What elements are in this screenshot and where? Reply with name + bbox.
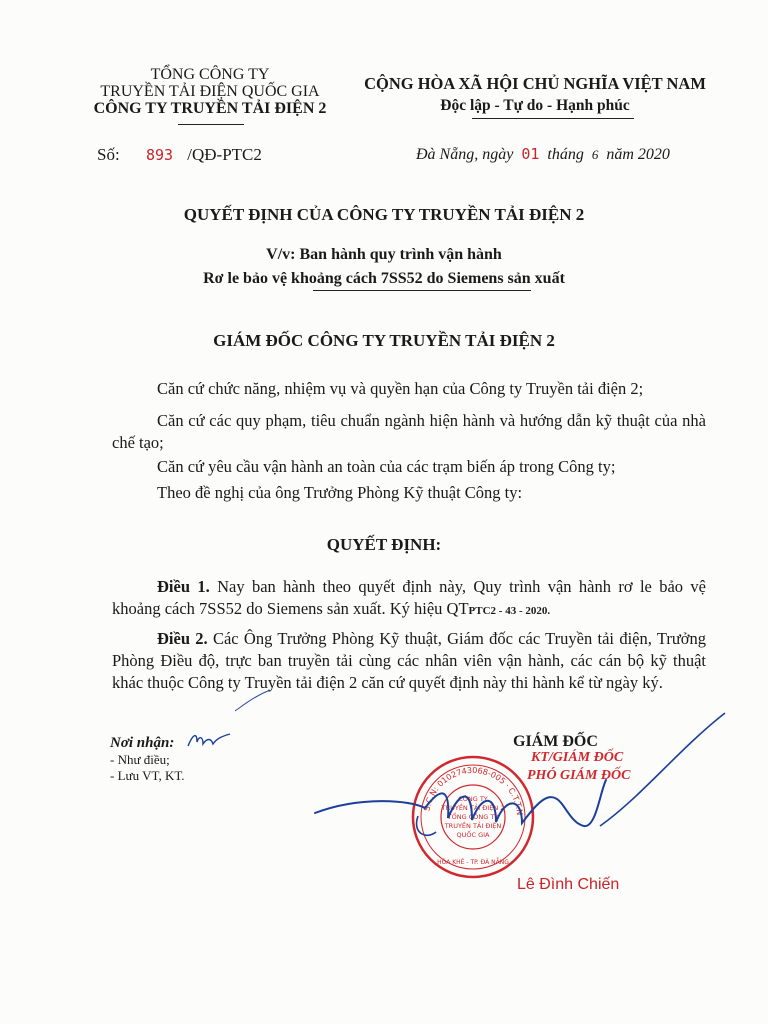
- org-line-3: CÔNG TY TRUYỀN TẢI ĐIỆN 2: [93, 100, 327, 117]
- date-year: năm 2020: [606, 146, 670, 163]
- article-2-text: Các Ông Trưởng Phòng Kỹ thuật, Giám đốc các Truyền tải điện, Trưởng Phòng Điều độ, trực ban truyền tải cùng các nhân viên vận hành, các cán bộ kỹ thuật khác thuộc Công ty Truyền tải điện 2 căn cứ quyết định này thi hành kể từ ngày ký.: [112, 629, 707, 692]
- stamp-kt-line: KT/GIÁM ĐỐC: [531, 750, 624, 765]
- signer-name: Lê Đình Chiến: [517, 876, 620, 893]
- initials-signature-icon: [185, 728, 235, 754]
- date-place: Đà Nẵng, ngày: [416, 146, 514, 163]
- subject-line-2: Rơ le bảo vệ khoảng cách 7SS52 do Siemens sản xuất: [203, 270, 565, 287]
- recipients: [110, 735, 185, 784]
- recipient-item: - Như điều;: [110, 752, 170, 767]
- recipient-item: - Lưu VT, KT.: [110, 768, 185, 783]
- seal-center-4: TRUYỀN TẢI ĐIỆN: [444, 822, 502, 830]
- article-2: [112, 628, 706, 694]
- stamp-deputy-line: PHÓ GIÁM ĐỐC: [527, 768, 631, 783]
- date-month-label: tháng: [547, 146, 584, 163]
- seal-center-3: TỔNG CÔNG TY: [447, 813, 499, 821]
- ground-4: Theo đề nghị của ông Trưởng Phòng Kỹ thuật Công ty:: [157, 483, 523, 502]
- decision-title: QUYẾT ĐỊNH CỦA CÔNG TY TRUYỀN TẢI ĐIỆN 2: [183, 205, 585, 224]
- national-header: [345, 73, 725, 117]
- org-line-1: TỔNG CÔNG TY: [150, 66, 270, 83]
- document-number: [97, 145, 262, 165]
- article-1-text: Nay ban hành theo quyết định này, Quy trình vận hành rơ le bảo vệ khoảng cách 7SS52 do Siemens sản xuất. Ký hiệu QT: [112, 577, 706, 618]
- org-line-2: TRUYỀN TẢI ĐIỆN QUỐC GIA: [100, 83, 320, 100]
- date-day: 01: [521, 145, 540, 163]
- signature-title: GIÁM ĐỐC: [513, 733, 598, 750]
- seal-center-1: CÔNG TY: [458, 795, 488, 803]
- issuing-organization: [80, 66, 340, 117]
- director-signature-icon: [300, 708, 740, 878]
- seal-bottom-text: HÒA KHÊ - TP. ĐÀ NẴNG: [437, 859, 509, 866]
- motto-underline: [472, 118, 634, 119]
- article-1-code: PTC2 - 43 - 2020.: [468, 605, 551, 617]
- subject-underline: [313, 290, 531, 291]
- ground-1: Căn cứ chức năng, nhiệm vụ và quyền hạn của Công ty Truyền tải điện 2;: [157, 379, 644, 398]
- org-underline: [178, 124, 244, 125]
- motto: Độc lập - Tự do - Hạnh phúc: [440, 97, 630, 114]
- ground-3: Căn cứ yêu cầu vận hành an toàn của các trạm biến áp trong Công ty;: [157, 457, 616, 476]
- doc-number-label: Số:: [97, 145, 120, 164]
- seal-ring-text: S.C.N: 0102743068-005 · C.T.T.N: [422, 765, 525, 816]
- article-1-label: Điều 1.: [157, 577, 210, 596]
- seal-center-2: TRUYỀN TẢI ĐIỆN 2: [441, 804, 505, 812]
- article-2-label: Điều 2.: [157, 629, 208, 648]
- decide-heading: QUYẾT ĐỊNH:: [326, 535, 442, 554]
- subject-line-1: V/v: Ban hành quy trình vận hành: [266, 246, 502, 263]
- ground-2: Căn cứ các quy phạm, tiêu chuẩn ngành hiện hành và hướng dẫn kỹ thuật của nhà chế tạo;: [112, 411, 706, 452]
- director-heading: GIÁM ĐỐC CÔNG TY TRUYỀN TẢI ĐIỆN 2: [213, 331, 555, 350]
- seal-center-5: QUỐC GIA: [456, 831, 490, 839]
- article-1: [112, 576, 706, 622]
- issue-date: [416, 145, 670, 164]
- doc-number-suffix: /QĐ-PTC2: [187, 145, 262, 164]
- doc-number-value: 893: [145, 146, 174, 164]
- nation-name: CỘNG HÒA XÃ HỘI CHỦ NGHĨA VIỆT NAM: [364, 74, 706, 93]
- date-month: 6: [591, 147, 599, 162]
- recipients-label: Nơi nhận:: [110, 735, 175, 751]
- pen-mark-icon: [230, 686, 280, 716]
- decision-subject: [0, 243, 768, 291]
